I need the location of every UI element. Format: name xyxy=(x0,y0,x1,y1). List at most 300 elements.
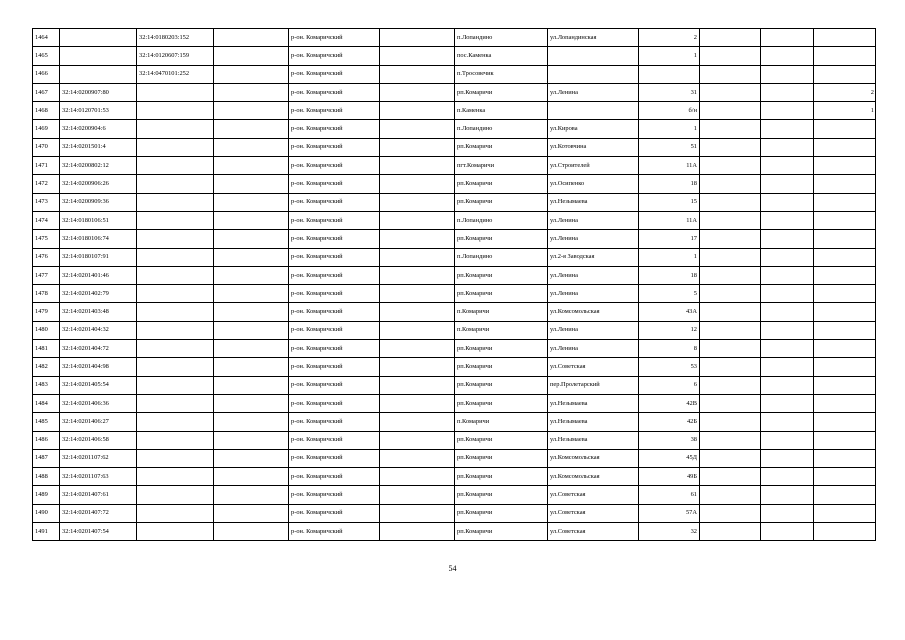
row-index-cell: 1485 xyxy=(33,413,60,431)
empty-cell xyxy=(214,175,289,193)
empty-cell xyxy=(380,394,455,412)
cadastral-number-cell: 32:14:0200904:6 xyxy=(60,120,137,138)
house-number-cell: 18 xyxy=(639,175,700,193)
extra-count-cell xyxy=(814,266,876,284)
empty-cell xyxy=(214,285,289,303)
cadastral-number-cell: 32:14:0200909:36 xyxy=(60,193,137,211)
table-row xyxy=(33,157,876,175)
empty-cell xyxy=(214,138,289,156)
empty-cell xyxy=(214,431,289,449)
cadastral-number-alt-cell xyxy=(137,193,214,211)
extra-count-cell xyxy=(814,211,876,229)
settlement-cell: п.Тросовечик xyxy=(455,65,548,83)
table-row xyxy=(33,29,876,47)
empty-cell xyxy=(700,394,761,412)
cadastral-number-cell: 32:14:0201402:79 xyxy=(60,285,137,303)
empty-cell xyxy=(700,376,761,394)
cadastral-number-alt-cell xyxy=(137,486,214,504)
table-row xyxy=(33,321,876,339)
empty-cell xyxy=(380,449,455,467)
cadastral-number-alt-cell: 32:14:0470101:252 xyxy=(137,65,214,83)
settlement-cell: рп.Комаричи xyxy=(455,83,548,101)
row-index-cell: 1481 xyxy=(33,340,60,358)
table-row xyxy=(33,193,876,211)
cadastral-number-alt-cell: 32:14:0180203:152 xyxy=(137,29,214,47)
settlement-cell: пгт.Комаричи xyxy=(455,157,548,175)
row-index-cell: 1473 xyxy=(33,193,60,211)
empty-cell xyxy=(761,65,814,83)
row-index-cell: 1480 xyxy=(33,321,60,339)
row-index-cell: 1464 xyxy=(33,29,60,47)
extra-count-cell xyxy=(814,138,876,156)
cadastral-number-alt-cell xyxy=(137,376,214,394)
row-index-cell: 1488 xyxy=(33,468,60,486)
register-table xyxy=(32,28,876,541)
cadastral-number-alt-cell xyxy=(137,523,214,541)
empty-cell xyxy=(380,303,455,321)
empty-cell xyxy=(761,468,814,486)
empty-cell xyxy=(700,175,761,193)
district-cell: р-он. Комаричский xyxy=(289,303,380,321)
row-index-cell: 1491 xyxy=(33,523,60,541)
street-cell: ул.Ленина xyxy=(548,285,639,303)
empty-cell xyxy=(214,230,289,248)
street-cell: пер.Пролетарский xyxy=(548,376,639,394)
cadastral-number-cell: 32:14:0180107:91 xyxy=(60,248,137,266)
street-cell: ул.Ленина xyxy=(548,340,639,358)
table-row xyxy=(33,394,876,412)
empty-cell xyxy=(761,47,814,65)
street-cell: ул.Ленина xyxy=(548,211,639,229)
district-cell: р-он. Комаричский xyxy=(289,523,380,541)
empty-cell xyxy=(380,431,455,449)
empty-cell xyxy=(700,193,761,211)
empty-cell xyxy=(700,266,761,284)
empty-cell xyxy=(761,358,814,376)
cadastral-number-alt-cell xyxy=(137,211,214,229)
cadastral-number-cell xyxy=(60,29,137,47)
house-number-cell: 57А xyxy=(639,504,700,522)
cadastral-number-alt-cell xyxy=(137,138,214,156)
district-cell: р-он. Комаричский xyxy=(289,120,380,138)
table-row xyxy=(33,303,876,321)
settlement-cell: п.Лопандино xyxy=(455,120,548,138)
empty-cell xyxy=(761,157,814,175)
table-row xyxy=(33,102,876,120)
cadastral-number-cell: 32:14:0201407:72 xyxy=(60,504,137,522)
district-cell: р-он. Комаричский xyxy=(289,266,380,284)
empty-cell xyxy=(761,376,814,394)
street-cell xyxy=(548,102,639,120)
cadastral-number-alt-cell xyxy=(137,230,214,248)
cadastral-number-alt-cell xyxy=(137,321,214,339)
cadastral-number-cell: 32:14:0201401:46 xyxy=(60,266,137,284)
extra-count-cell xyxy=(814,321,876,339)
empty-cell xyxy=(761,504,814,522)
house-number-cell: 8 xyxy=(639,340,700,358)
empty-cell xyxy=(761,29,814,47)
cadastral-number-cell: 32:14:0201501:4 xyxy=(60,138,137,156)
cadastral-number-cell: 32:14:0180106:51 xyxy=(60,211,137,229)
empty-cell xyxy=(700,340,761,358)
district-cell: р-он. Комаричский xyxy=(289,248,380,266)
empty-cell xyxy=(380,102,455,120)
house-number-cell: 38 xyxy=(639,431,700,449)
empty-cell xyxy=(761,303,814,321)
extra-count-cell xyxy=(814,413,876,431)
cadastral-number-cell: 32:14:0200906:26 xyxy=(60,175,137,193)
empty-cell xyxy=(761,138,814,156)
street-cell: ул.Советская xyxy=(548,358,639,376)
empty-cell xyxy=(380,211,455,229)
empty-cell xyxy=(380,29,455,47)
settlement-cell: рп.Комаричи xyxy=(455,266,548,284)
extra-count-cell xyxy=(814,376,876,394)
settlement-cell: п.Комаричи xyxy=(455,321,548,339)
settlement-cell: рп.Комаричи xyxy=(455,340,548,358)
cadastral-number-alt-cell xyxy=(137,248,214,266)
extra-count-cell: 2 xyxy=(814,83,876,101)
table-row xyxy=(33,358,876,376)
street-cell: ул.Осипенко xyxy=(548,175,639,193)
house-number-cell xyxy=(639,65,700,83)
extra-count-cell xyxy=(814,248,876,266)
table-row xyxy=(33,340,876,358)
empty-cell xyxy=(700,102,761,120)
empty-cell xyxy=(214,65,289,83)
cadastral-number-alt-cell: 32:14:0120607:159 xyxy=(137,47,214,65)
cadastral-number-alt-cell xyxy=(137,394,214,412)
empty-cell xyxy=(214,413,289,431)
empty-cell xyxy=(214,340,289,358)
table-row xyxy=(33,266,876,284)
cadastral-number-cell: 32:14:0201403:48 xyxy=(60,303,137,321)
district-cell: р-он. Комаричский xyxy=(289,358,380,376)
extra-count-cell xyxy=(814,29,876,47)
empty-cell xyxy=(761,175,814,193)
table-row xyxy=(33,449,876,467)
empty-cell xyxy=(761,413,814,431)
district-cell: р-он. Комаричский xyxy=(289,468,380,486)
row-index-cell: 1486 xyxy=(33,431,60,449)
street-cell: ул.Ленина xyxy=(548,321,639,339)
table-row xyxy=(33,211,876,229)
settlement-cell: рп.Комаричи xyxy=(455,504,548,522)
empty-cell xyxy=(700,120,761,138)
extra-count-cell xyxy=(814,394,876,412)
district-cell: р-он. Комаричский xyxy=(289,449,380,467)
house-number-cell: 61 xyxy=(639,486,700,504)
empty-cell xyxy=(700,157,761,175)
empty-cell xyxy=(761,394,814,412)
cadastral-number-alt-cell xyxy=(137,175,214,193)
cadastral-number-cell xyxy=(60,65,137,83)
extra-count-cell xyxy=(814,303,876,321)
district-cell: р-он. Комаричский xyxy=(289,431,380,449)
extra-count-cell xyxy=(814,175,876,193)
street-cell: ул.Комсомольская xyxy=(548,449,639,467)
empty-cell xyxy=(380,83,455,101)
empty-cell xyxy=(380,230,455,248)
cadastral-number-alt-cell xyxy=(137,120,214,138)
row-index-cell: 1490 xyxy=(33,504,60,522)
row-index-cell: 1475 xyxy=(33,230,60,248)
district-cell: р-он. Комаричский xyxy=(289,29,380,47)
empty-cell xyxy=(214,47,289,65)
house-number-cell: б/н xyxy=(639,102,700,120)
empty-cell xyxy=(761,211,814,229)
row-index-cell: 1467 xyxy=(33,83,60,101)
house-number-cell: 11А xyxy=(639,211,700,229)
settlement-cell: рп.Комаричи xyxy=(455,394,548,412)
cadastral-number-cell: 32:14:0201404:72 xyxy=(60,340,137,358)
extra-count-cell xyxy=(814,504,876,522)
house-number-cell: 1 xyxy=(639,248,700,266)
district-cell: р-он. Комаричский xyxy=(289,157,380,175)
street-cell: ул.Комсомольская xyxy=(548,303,639,321)
district-cell: р-он. Комаричский xyxy=(289,394,380,412)
settlement-cell: п.Лопандино xyxy=(455,248,548,266)
street-cell xyxy=(548,65,639,83)
empty-cell xyxy=(380,468,455,486)
extra-count-cell xyxy=(814,358,876,376)
extra-count-cell xyxy=(814,47,876,65)
table-row xyxy=(33,175,876,193)
settlement-cell: рп.Комаричи xyxy=(455,193,548,211)
empty-cell xyxy=(214,504,289,522)
settlement-cell: рп.Комаричи xyxy=(455,358,548,376)
empty-cell xyxy=(214,523,289,541)
empty-cell xyxy=(700,523,761,541)
street-cell: ул.Незымаева xyxy=(548,413,639,431)
settlement-cell: рп.Комаричи xyxy=(455,138,548,156)
cadastral-number-alt-cell xyxy=(137,102,214,120)
table-row xyxy=(33,486,876,504)
row-index-cell: 1468 xyxy=(33,102,60,120)
empty-cell xyxy=(214,321,289,339)
settlement-cell: рп.Комаричи xyxy=(455,449,548,467)
empty-cell xyxy=(761,523,814,541)
cadastral-number-cell: 32:14:0201404:32 xyxy=(60,321,137,339)
row-index-cell: 1479 xyxy=(33,303,60,321)
table-row xyxy=(33,468,876,486)
empty-cell xyxy=(761,120,814,138)
district-cell: р-он. Комаричский xyxy=(289,486,380,504)
house-number-cell: 18 xyxy=(639,266,700,284)
extra-count-cell xyxy=(814,65,876,83)
empty-cell xyxy=(380,47,455,65)
district-cell: р-он. Комаричский xyxy=(289,138,380,156)
cadastral-number-cell: 32:14:0180106:74 xyxy=(60,230,137,248)
empty-cell xyxy=(214,120,289,138)
district-cell: р-он. Комаричский xyxy=(289,230,380,248)
empty-cell xyxy=(700,413,761,431)
empty-cell xyxy=(380,120,455,138)
house-number-cell: 5 xyxy=(639,285,700,303)
district-cell: р-он. Комаричский xyxy=(289,47,380,65)
table-row xyxy=(33,83,876,101)
cadastral-number-alt-cell xyxy=(137,340,214,358)
row-index-cell: 1471 xyxy=(33,157,60,175)
table-row xyxy=(33,285,876,303)
empty-cell xyxy=(214,358,289,376)
cadastral-number-alt-cell xyxy=(137,431,214,449)
settlement-cell: рп.Комаричи xyxy=(455,175,548,193)
empty-cell xyxy=(214,102,289,120)
cadastral-number-alt-cell xyxy=(137,449,214,467)
empty-cell xyxy=(761,102,814,120)
cadastral-number-alt-cell xyxy=(137,157,214,175)
extra-count-cell xyxy=(814,486,876,504)
empty-cell xyxy=(700,449,761,467)
empty-cell xyxy=(700,29,761,47)
empty-cell xyxy=(380,504,455,522)
empty-cell xyxy=(380,193,455,211)
table-row xyxy=(33,230,876,248)
table-row xyxy=(33,431,876,449)
cadastral-number-alt-cell xyxy=(137,358,214,376)
cadastral-number-cell: 32:14:0200802:12 xyxy=(60,157,137,175)
house-number-cell: 49Б xyxy=(639,468,700,486)
empty-cell xyxy=(380,266,455,284)
empty-cell xyxy=(761,285,814,303)
extra-count-cell xyxy=(814,157,876,175)
row-index-cell: 1483 xyxy=(33,376,60,394)
house-number-cell: 1 xyxy=(639,120,700,138)
settlement-cell: п.Каменка xyxy=(455,102,548,120)
extra-count-cell xyxy=(814,230,876,248)
row-index-cell: 1465 xyxy=(33,47,60,65)
extra-count-cell xyxy=(814,120,876,138)
cadastral-number-alt-cell xyxy=(137,303,214,321)
district-cell: р-он. Комаричский xyxy=(289,504,380,522)
empty-cell xyxy=(700,431,761,449)
house-number-cell: 45Д xyxy=(639,449,700,467)
empty-cell xyxy=(380,321,455,339)
empty-cell xyxy=(700,303,761,321)
empty-cell xyxy=(214,449,289,467)
empty-cell xyxy=(700,230,761,248)
empty-cell xyxy=(700,138,761,156)
empty-cell xyxy=(214,486,289,504)
extra-count-cell xyxy=(814,468,876,486)
empty-cell xyxy=(761,248,814,266)
district-cell: р-он. Комаричский xyxy=(289,340,380,358)
cadastral-number-cell: 32:14:0201107:63 xyxy=(60,468,137,486)
empty-cell xyxy=(380,358,455,376)
cadastral-number-cell: 32:14:0201406:58 xyxy=(60,431,137,449)
house-number-cell: 51 xyxy=(639,138,700,156)
empty-cell xyxy=(761,83,814,101)
extra-count-cell xyxy=(814,340,876,358)
empty-cell xyxy=(214,83,289,101)
empty-cell xyxy=(214,193,289,211)
house-number-cell: 17 xyxy=(639,230,700,248)
district-cell: р-он. Комаричский xyxy=(289,413,380,431)
table-row xyxy=(33,65,876,83)
cadastral-number-cell: 32:14:0201406:27 xyxy=(60,413,137,431)
empty-cell xyxy=(761,340,814,358)
empty-cell xyxy=(380,413,455,431)
empty-cell xyxy=(761,431,814,449)
empty-cell xyxy=(214,394,289,412)
district-cell: р-он. Комаричский xyxy=(289,321,380,339)
row-index-cell: 1489 xyxy=(33,486,60,504)
street-cell: ул.Советская xyxy=(548,504,639,522)
empty-cell xyxy=(214,211,289,229)
street-cell: ул.Кирова xyxy=(548,120,639,138)
empty-cell xyxy=(380,486,455,504)
empty-cell xyxy=(380,523,455,541)
table-row xyxy=(33,523,876,541)
empty-cell xyxy=(700,468,761,486)
empty-cell xyxy=(214,248,289,266)
district-cell: р-он. Комаричский xyxy=(289,376,380,394)
district-cell: р-он. Комаричский xyxy=(289,83,380,101)
street-cell: ул.Котовчина xyxy=(548,138,639,156)
empty-cell xyxy=(380,65,455,83)
empty-cell xyxy=(761,486,814,504)
cadastral-number-cell: 32:14:0120701:53 xyxy=(60,102,137,120)
empty-cell xyxy=(214,29,289,47)
empty-cell xyxy=(700,285,761,303)
page-number: 54 xyxy=(448,564,457,573)
empty-cell xyxy=(380,285,455,303)
empty-cell xyxy=(214,468,289,486)
house-number-cell: 15 xyxy=(639,193,700,211)
row-index-cell: 1472 xyxy=(33,175,60,193)
row-index-cell: 1478 xyxy=(33,285,60,303)
district-cell: р-он. Комаричский xyxy=(289,211,380,229)
row-index-cell: 1477 xyxy=(33,266,60,284)
street-cell: ул.Комсомольская xyxy=(548,468,639,486)
street-cell: ул.Ленина xyxy=(548,230,639,248)
house-number-cell: 2 xyxy=(639,29,700,47)
table-row xyxy=(33,120,876,138)
empty-cell xyxy=(700,65,761,83)
cadastral-number-cell: 32:14:0201407:61 xyxy=(60,486,137,504)
street-cell: ул.2-я Заводская xyxy=(548,248,639,266)
empty-cell xyxy=(380,175,455,193)
empty-cell xyxy=(380,376,455,394)
district-cell: р-он. Комаричский xyxy=(289,175,380,193)
house-number-cell: 12 xyxy=(639,321,700,339)
district-cell: р-он. Комаричский xyxy=(289,193,380,211)
row-index-cell: 1487 xyxy=(33,449,60,467)
house-number-cell: 1 xyxy=(639,47,700,65)
extra-count-cell xyxy=(814,193,876,211)
row-index-cell: 1474 xyxy=(33,211,60,229)
cadastral-number-alt-cell xyxy=(137,468,214,486)
cadastral-number-alt-cell xyxy=(137,413,214,431)
settlement-cell: рп.Комаричи xyxy=(455,376,548,394)
row-index-cell: 1476 xyxy=(33,248,60,266)
table-row xyxy=(33,504,876,522)
empty-cell xyxy=(380,157,455,175)
house-number-cell: 43А xyxy=(639,303,700,321)
settlement-cell: рп.Комаричи xyxy=(455,431,548,449)
row-index-cell: 1469 xyxy=(33,120,60,138)
settlement-cell: п.Лопандино xyxy=(455,211,548,229)
empty-cell xyxy=(214,376,289,394)
settlement-cell: п.Комаричи xyxy=(455,413,548,431)
extra-count-cell xyxy=(814,285,876,303)
cadastral-number-cell: 32:14:0201405:54 xyxy=(60,376,137,394)
table-row xyxy=(33,248,876,266)
empty-cell xyxy=(380,138,455,156)
street-cell: ул.Ленина xyxy=(548,83,639,101)
house-number-cell: 32 xyxy=(639,523,700,541)
